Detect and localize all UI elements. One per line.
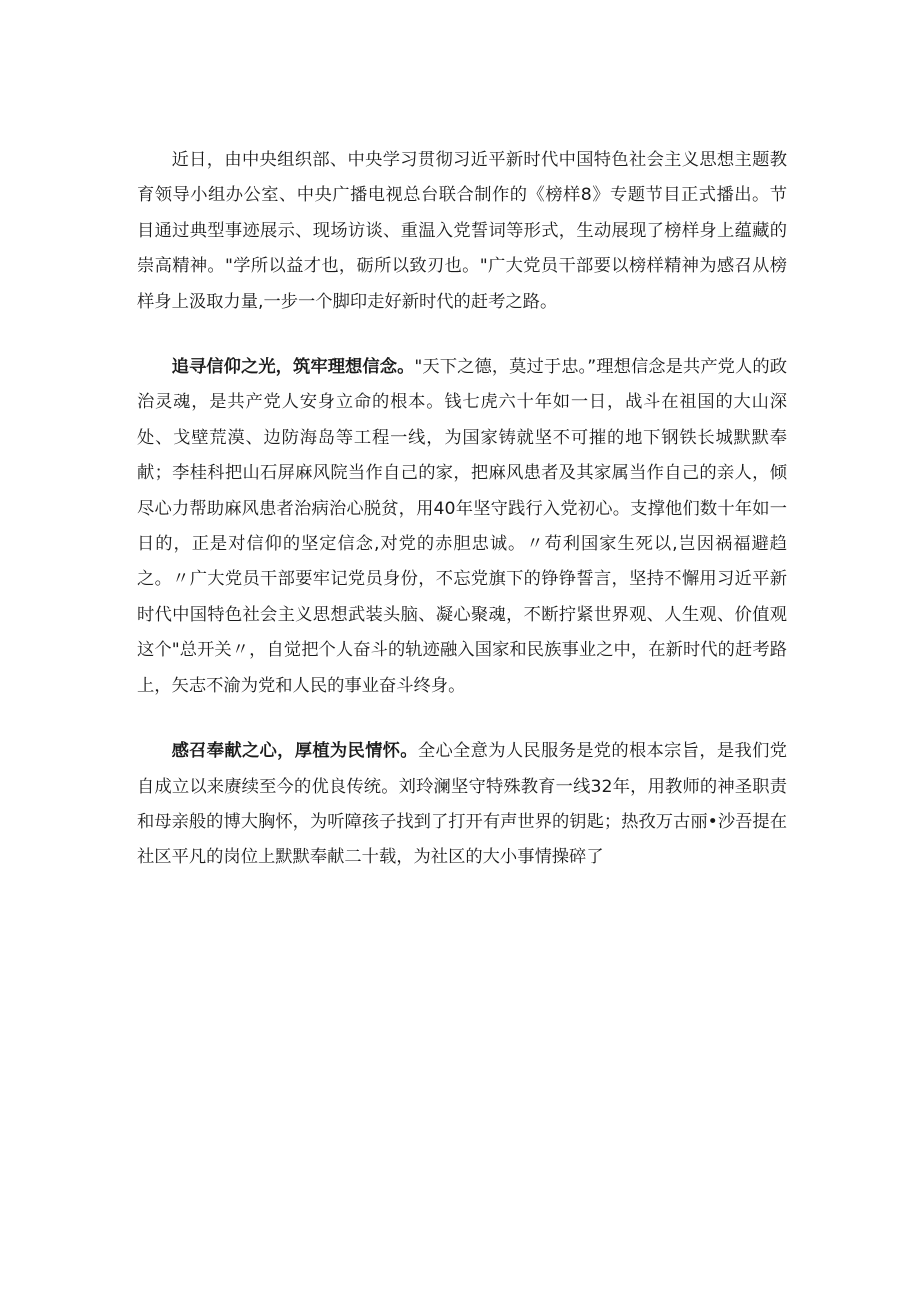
- paragraph-lead: 感召奉献之心，厚植为民情怀。: [171, 741, 418, 762]
- paragraph-faith: [137, 350, 787, 704]
- paragraph-text: 全心全意为人民服务是党的根本宗旨，是我们党自成立以来赓续至今的优良传统。刘玲澜坚守特殊教育一线32年，用教师的神圣职责和母亲般的博大胸怀，为听障孩子找到了打开有声世界的钥匙；热孜万古丽•沙吾提在社区平凡的岗位上默默奉献二十载，为社区的大小事情操碎了: [137, 741, 787, 868]
- paragraph-text: "天下之德，莫过于忠。”理想信念是共产党人的政治灵魂，是共产党人安身立命的根本。钱七虎六十年如一日，战斗在祖国的大山深处、戈壁荒漠、边防海岛等工程一线，为国家铸就坚不可摧的地下钢铁长城默默奉献；李桂科把山石屏麻风院当作自己的家，把麻风患者及其家属当作自己的亲人，倾尽心力帮助麻风患者治病治心脱贫，用40年坚守践行入党初心。支撑他们数十年如一日的，正是对信仰的坚定信念,对党的赤胆忠诚。〃苟利国家生死以,岂因祸福避趋之。〃广大党员干部要牢记党员身份，不忘党旗下的铮铮誓言，坚持不懈用习近平新时代中国特色社会主义思想武装头脑、凝心聚魂，不断拧紧世界观、人生观、价值观这个"总开关〃，自觉把个人奋斗的轨迹融入国家和民族事业之中，在新时代的赶考路上，矢志不渝为党和人民的事业奋斗终身。: [137, 357, 787, 696]
- paragraph-intro: [137, 143, 787, 320]
- paragraph-dedication: [137, 734, 787, 876]
- article-body: [137, 143, 787, 876]
- paragraph-lead: 追寻信仰之光，筑牢理想信念。: [171, 357, 415, 378]
- paragraph-text: 近日，由中央组织部、中央学习贯彻习近平新时代中国特色社会主义思想主题教育领导小组办公室、中央广播电视总台联合制作的《榜样8》专题节目正式播出。节目通过典型事迹展示、现场访谈、重温入党誓词等形式，生动展现了榜样身上蕴藏的崇高精神。"学所以益才也，砺所以致刃也。"广大党员干部要以榜样精神为感召从榜样身上汲取力量,一步一个脚印走好新时代的赶考之路。: [137, 150, 787, 312]
